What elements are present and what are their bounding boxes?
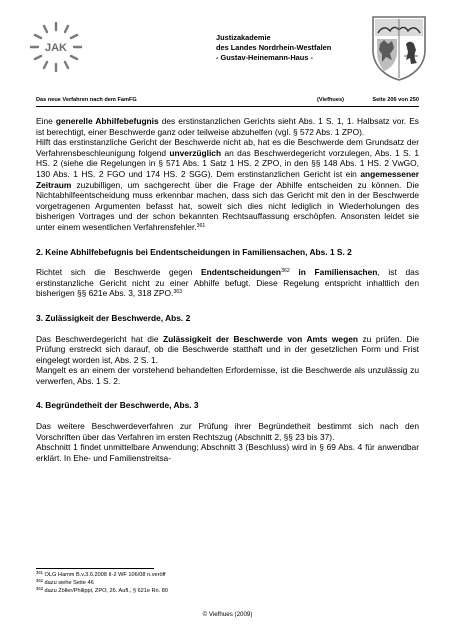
section-heading-2: 2. Keine Abhilfebefugnis bei Endentscheidungen in Familiensachen, Abs. 1 S. 2 bbox=[36, 246, 352, 257]
paragraph-zulaessigkeit: Das Beschwerdegericht hat die Zulässigkeit der Beschwerde von Amts wegen zu prüfen. Die Prüfung erstreckt sich darauf, ob die Beschwerde statthaft und in der gesetzlichen Form und Frist eingelegt worden ist, Abs. 2 S. 1. bbox=[36, 333, 420, 365]
org-line-2: des Landes Nordrhein-Westfalen bbox=[216, 43, 332, 52]
org-line-3: - Gustav-Heinemann-Haus - bbox=[216, 53, 313, 62]
footnote-ref-363: 363 bbox=[173, 289, 183, 296]
paragraph-anwendung: Abschnitt 1 findet unmittelbare Anwendung; Abschnitt 3 (Beschluss) wird in § 69 Abs. 4 für anwendbar erklärt. In Ehe- und Familienstreitsa- bbox=[36, 442, 419, 463]
footnote-divider bbox=[36, 568, 154, 569]
section-heading-3: 3. Zulässigkeit der Beschwerde, Abs. 2 bbox=[36, 312, 191, 323]
page-indicator: Seite 206 von 250 bbox=[372, 97, 419, 103]
document-title: Das neue Verfahren nach dem FamFG bbox=[36, 97, 137, 103]
paragraph-begruendetheit: Das weitere Beschwerdeverfahren zur Prüfung ihrer Begründetheit bestimmt sich nach den Vorschriften über das Verfahren im ersten Rechtszug (Abschnitt 2, §§ 23 bis 37). bbox=[36, 421, 419, 442]
organization-block bbox=[216, 33, 331, 63]
paragraph-endentscheidungen: Richtet sich die Beschwerde gegen Endentscheidungen$^{362}$ in Familiensachen, ist das erstinstanzliche Gericht nicht zu einer Abhilfe befugt. Diese Regelung entspricht inhaltlich den bisherigen §§ 621e Abs. 3, 318 ZPO.$^{363}$ bbox=[36, 267, 420, 299]
footnotes bbox=[36, 571, 168, 596]
footnote-ref-362: 362 bbox=[281, 268, 290, 275]
logo-text: JAK bbox=[44, 42, 68, 54]
copyright-footer: © Viefhues (2009) bbox=[202, 611, 253, 618]
author-label: (Viefhues) bbox=[317, 97, 344, 103]
footnote-item: $^{363}$ dazu Zöller/Philippi, ZPO, 26. Aufl., § 621e Rn. 80 bbox=[36, 586, 168, 595]
state-crest-emblem bbox=[370, 14, 428, 82]
footnote-ref-361: 361 bbox=[196, 222, 206, 229]
footnote-item: $^{362}$ dazu siehe Seite 46 bbox=[36, 578, 94, 587]
jak-logo bbox=[28, 20, 84, 76]
main-text bbox=[36, 116, 419, 463]
footnote-item: $^{361}$ OLG Hamm B.v.3.6.2008 II-2 WF 106/08 n.veröff bbox=[36, 570, 166, 578]
paragraph-abhilfebefugnis: Eine generelle Abhilfebefugnis des erstinstanzlichen Gerichts sieht Abs. 1 S. 1, 1. Halbsatz vor. Es ist berechtigt, einer Beschwerde ganz oder teilweise abzuhelfen (vgl. § 572 Abs. 1 ZPO). bbox=[36, 116, 419, 137]
header-divider bbox=[36, 106, 419, 107]
section-heading-4: 4. Begründetheit der Beschwerde, Abs. 3 bbox=[36, 400, 199, 411]
paragraph-verwerfung: Mangelt es an einem der vorstehend behandelten Erfordernisse, ist die Beschwerde als unzulässig zu verwerfen, Abs. 1 S. 2. bbox=[36, 365, 419, 386]
paragraph-vorlage: Hilft das erstinstanzliche Gericht der Beschwerde nicht ab, hat es die Beschwerde dem Grundsatz der Verfahrensbeschleunigung folgend unverzüglich an das Beschwerdegericht vorzulegen, Abs. 1 S. 1 HS. 2 (siehe die Regelungen in § 571 Abs. 1 Satz 1 HS. 2 ZPO, in den §§ 148 Abs. 1 HS. 2 VwGO, 130 Abs. 1 HS. 2 FGO und 174 HS. 2 SGG). Dem erstinstanzlichen Gericht ist ein angemessener Zeitraum zuzubilligen, um sachgerecht über die Frage der Abhilfe entscheiden zu können. Die Nichtabhilfeentscheidung muss erkennbar machen, dass sich das Gericht mit den in der Beschwerde vorgetragenen Argumenten befasst hat, soweit sich dies nicht lediglich in Wiederholungen des bisherigen Vortrages und der schon bekannten Rechtsauffassung erschöpfen. Ansonsten leidet sie unter einem wesentlichen Verfahrensfehler.$^{361}$ bbox=[36, 137, 419, 232]
org-line-1: Justizakademie bbox=[216, 33, 271, 42]
